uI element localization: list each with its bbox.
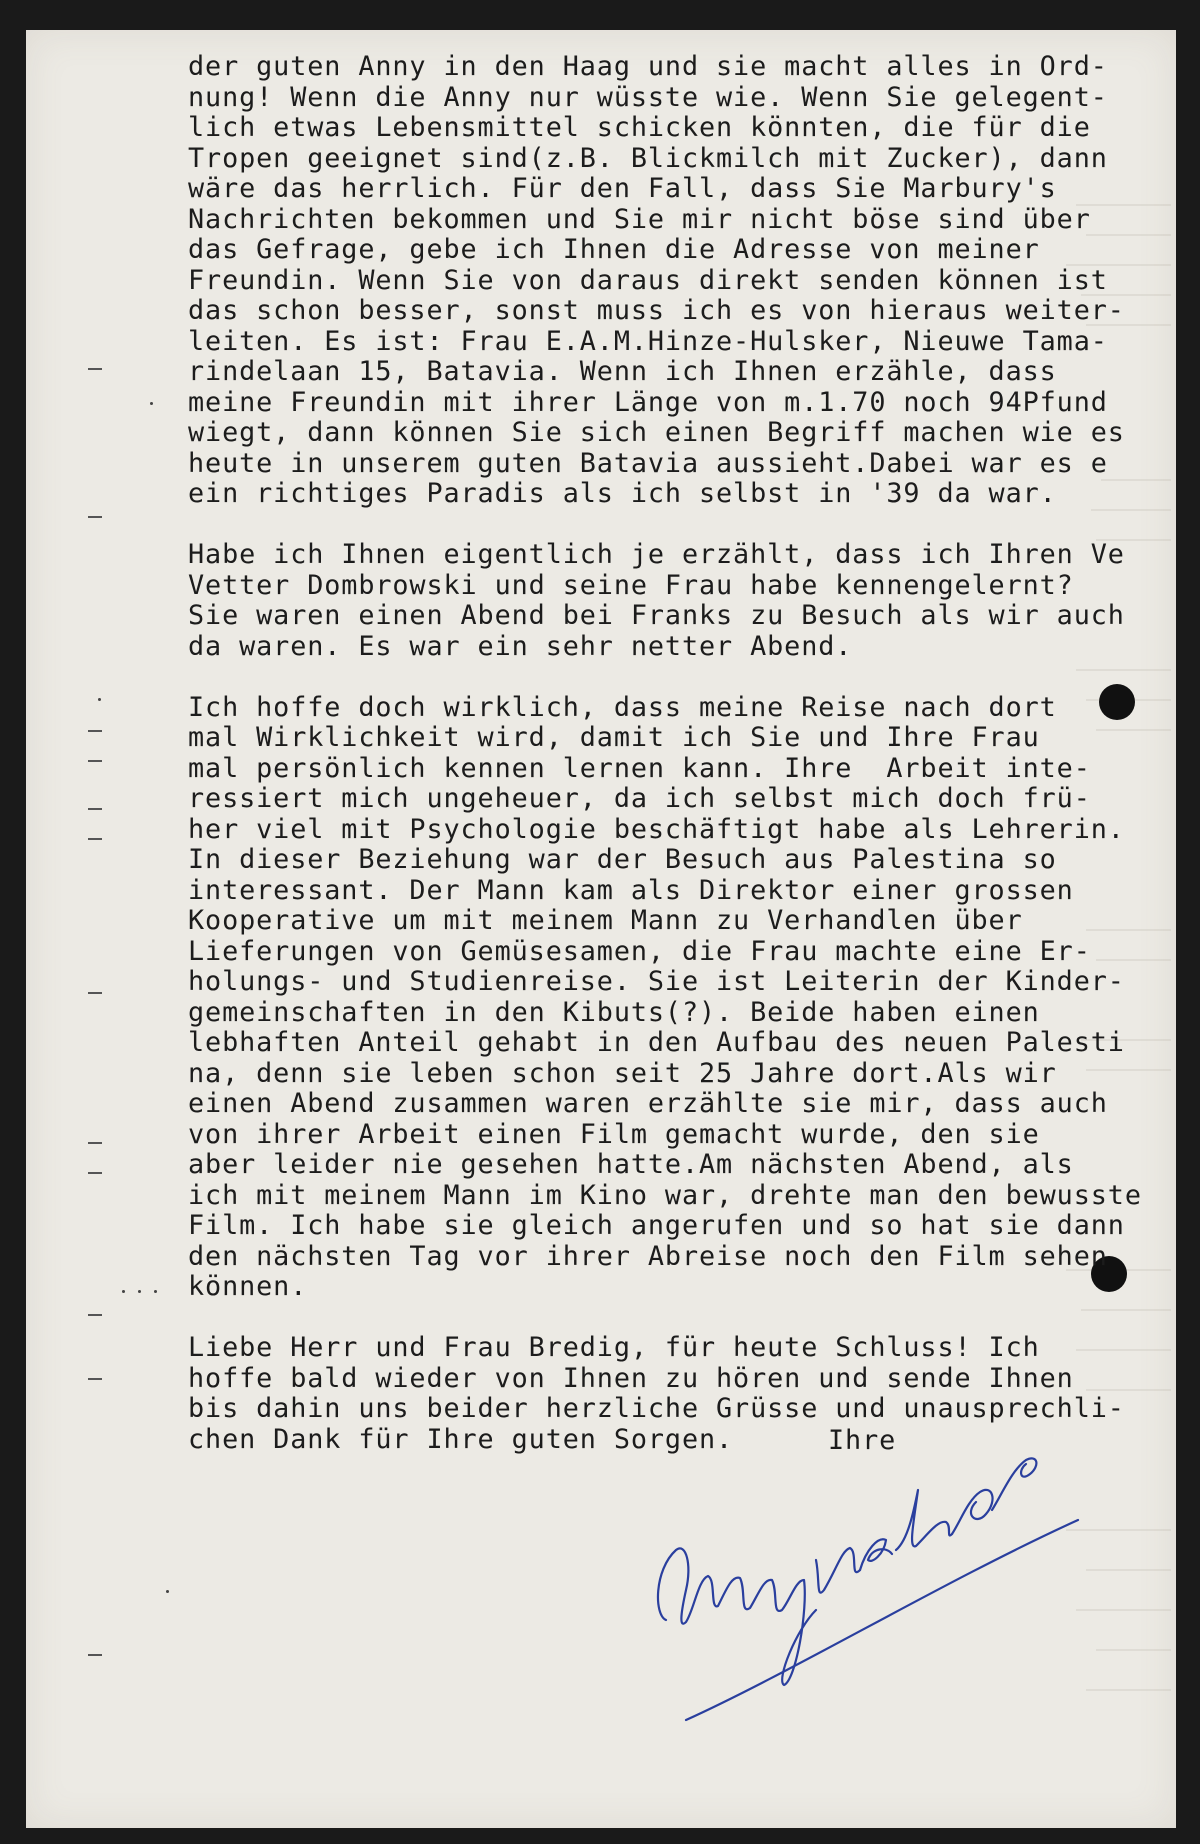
handwritten-signature: [646, 1430, 1106, 1730]
text-line: In dieser Beziehung war der Besuch aus Palestina so: [188, 844, 1057, 875]
text-line: hoffe bald wieder von Ihnen zu hören und sende Ihnen: [188, 1362, 1074, 1394]
margin-dot: [166, 1590, 169, 1593]
text-line: Kooperative um mit meinem Mann zu Verhandlen über: [188, 905, 1023, 936]
text-line: bis dahin uns beider herzliche Grüsse und unausprechli-: [188, 1393, 1125, 1424]
text-line: mal Wirklichkeit wird, damit ich Sie und Ihre Frau: [188, 722, 1040, 753]
text-line: nung! Wenn die Anny nur wüsste wie. Wenn Sie gelegent-: [188, 81, 1108, 113]
text-line: lebhaften Anteil gehabt in den Aufbau des neuen Palesti: [188, 1027, 1125, 1058]
text-line: da waren. Es war ein sehr netter Abend.: [188, 630, 853, 662]
closing-word: Ihre: [828, 1425, 897, 1456]
text-line: ich mit meinem Mann im Kino war, drehte man den bewusste: [188, 1179, 1142, 1211]
margin-mark: [88, 760, 102, 762]
letter-paragraph: [188, 52, 1178, 510]
text-line: Nachrichten bekommen und Sie mir nicht böse sind über: [188, 203, 1091, 235]
margin-mark: [88, 730, 102, 732]
text-line: Sie waren einen Abend bei Franks zu Besuch als wir auch: [188, 600, 1125, 631]
text-line: rindelaan 15, Batavia. Wenn ich Ihnen erzähle, dass: [188, 356, 1057, 387]
margin-dot: [150, 402, 153, 405]
text-line: lich etwas Lebensmittel schicken könnten, die für die: [188, 112, 1091, 143]
text-line: das schon besser, sonst muss ich es von hieraus weiter-: [188, 295, 1125, 326]
margin-mark: [88, 1142, 102, 1144]
margin-mark: [88, 808, 102, 810]
margin-mark: [88, 1378, 102, 1380]
margin-dot: [122, 1290, 125, 1293]
margin-mark: [88, 368, 102, 370]
text-line: ein richtiges Paradis als ich selbst in '39 da war.: [188, 478, 1057, 509]
text-line: Vetter Dombrowski und seine Frau habe kennengelernt?: [188, 569, 1074, 601]
margin-mark: [88, 1314, 102, 1316]
margin-mark: [88, 1654, 102, 1656]
text-line: holungs- und Studienreise. Sie ist Leiterin der Kinder-: [188, 966, 1125, 997]
letter-paragraph: [188, 540, 1178, 662]
text-line: Liebe Herr und Frau Bredig, für heute Schluss! Ich: [188, 1332, 1040, 1363]
text-line: gemeinschaften in den Kibuts(?). Beide haben einen: [188, 996, 1040, 1028]
text-line: Lieferungen von Gemüsesamen, die Frau machte eine Er-: [188, 935, 1091, 967]
text-line: einen Abend zusammen waren erzählte sie mir, dass auch: [188, 1088, 1108, 1119]
letter-body: [188, 52, 1178, 1486]
text-line: von ihrer Arbeit einen Film gemacht wurde, den sie: [188, 1118, 1040, 1150]
text-line: chen Dank für Ihre guten Sorgen.: [188, 1423, 734, 1455]
text-line: her viel mit Psychologie beschäftigt habe als Lehrerin.: [188, 813, 1125, 845]
margin-mark: [88, 1172, 102, 1174]
text-line: heute in unserem guten Batavia aussieht.Dabei war es e: [188, 447, 1108, 479]
margin-dot: [154, 1290, 157, 1293]
letter-page: [26, 30, 1176, 1828]
text-line: ressiert mich ungeheuer, da ich selbst mich doch frü-: [188, 783, 1091, 814]
margin-dot: [138, 1290, 141, 1293]
text-line: das Gefrage, gebe ich Ihnen die Adresse von meiner: [188, 234, 1040, 265]
margin-dot: [98, 698, 101, 701]
text-line: wäre das herrlich. Für den Fall, dass Sie Marbury's: [188, 173, 1057, 204]
text-line: Habe ich Ihnen eigentlich je erzählt, dass ich Ihren Ve: [188, 539, 1125, 570]
text-line: Film. Ich habe sie gleich angerufen und so hat sie dann: [188, 1210, 1125, 1241]
text-line: Ich hoffe doch wirklich, dass meine Reise nach dort: [188, 691, 1057, 723]
text-line: aber leider nie gesehen hatte.Am nächsten Abend, als: [188, 1149, 1074, 1180]
margin-mark: [88, 838, 102, 840]
margin-mark: [88, 992, 102, 994]
text-line: Tropen geeignet sind(z.B. Blickmilch mit Zucker), dann: [188, 142, 1108, 174]
text-line: können.: [188, 1271, 308, 1302]
text-line: mal persönlich kennen lernen kann. Ihre Arbeit inte-: [188, 752, 1091, 784]
text-line: wiegt, dann können Sie sich einen Begriff machen wie es: [188, 417, 1125, 448]
margin-mark: [88, 516, 102, 518]
text-line: na, denn sie leben schon seit 25 Jahre dort.Als wir: [188, 1057, 1057, 1089]
text-line: den nächsten Tag vor ihrer Abreise noch den Film sehen: [188, 1240, 1108, 1272]
text-line: leiten. Es ist: Frau E.A.M.Hinze-Hulsker, Nieuwe Tama-: [188, 325, 1108, 357]
text-line: meine Freundin mit ihrer Länge von m.1.70 noch 94Pfund: [188, 386, 1108, 418]
text-line: interessant. Der Mann kam als Direktor einer grossen: [188, 874, 1074, 906]
text-line: der guten Anny in den Haag und sie macht alles in Ord-: [188, 51, 1108, 82]
letter-paragraph: [188, 693, 1178, 1303]
text-line: Freundin. Wenn Sie von daraus direkt senden können ist: [188, 264, 1108, 296]
